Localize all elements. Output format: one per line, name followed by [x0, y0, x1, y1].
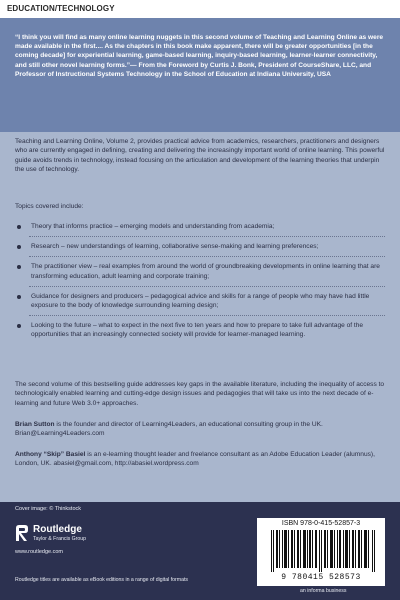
divider: [29, 286, 385, 287]
barcode-icon: [271, 530, 375, 572]
publisher-group: Taylor & Francis Group: [33, 536, 87, 542]
bullet-icon: [17, 225, 21, 229]
topics-list: [15, 222, 385, 345]
publisher-url: www.routledge.com: [15, 549, 63, 555]
category-label: EDUCATION/TECHNOLOGY: [7, 4, 115, 13]
author-bio-sutton: [15, 420, 385, 439]
divider: [29, 236, 385, 237]
author-bio: is the founder and director of Learning4Leaders, an educational consulting group in the UK. Brian@Learning4Leaders.com: [15, 421, 323, 438]
bullet-icon: [17, 245, 21, 249]
bullet-icon: [17, 295, 21, 299]
author-bio-basiel: [15, 450, 385, 469]
bullet-icon: [17, 265, 21, 269]
routledge-logo-icon: [15, 524, 29, 542]
closing-paragraph: The second volume of this bestselling guide addresses key gaps in the available literature, including the inequality of access to technologically enabled learning and cutting-edge design issues and pedagogies that will take us into the next decade of e-learning and future Web 3.0+ approaches.: [15, 381, 385, 407]
cover-credit: Cover image: © Thinkstock: [15, 506, 82, 512]
topics-heading: Topics covered include:: [15, 203, 84, 210]
isbn-label: ISBN 978-0-415-52857-3: [281, 520, 361, 527]
author-bio: is an e-learning thought leader and freelance consultant as an Adobe Education Leader (alumnus), London, UK. abasiel@gmail.com, http://abasiel.wordpress.com: [15, 451, 375, 468]
divider: [29, 256, 385, 257]
list-item: Guidance for designers and producers – pedagogical advice and skills for a range of people who may have had little exposure to the body of knowledge surrounding learning design;: [15, 292, 385, 310]
ebook-note: Routledge titles are available as eBook editions in a range of digital formats: [15, 577, 189, 583]
informa-tagline: an informa business: [300, 588, 347, 594]
divider: [29, 315, 385, 316]
list-item: Research – new understandings of learning, collaborative sense-making and learning preferences;: [15, 242, 385, 251]
author-name: Brian Sutton: [15, 421, 55, 428]
bullet-icon: [17, 324, 21, 328]
barcode-number: 9 780415 528573: [281, 573, 361, 582]
author-name: Anthony “Skip” Basiel: [15, 451, 86, 458]
routledge-logo: [15, 522, 135, 562]
category-band: [0, 0, 400, 18]
intro-paragraph: Teaching and Learning Online, Volume 2, provides practical advice from academics, researchers, practitioners and designers who are currently engaged in defining, creating and delivering the increasingly important world of online learning. This powerful guide avoids trends in technology, instead focusing on the articulation and development of the learning theories that underpin the use of technology.: [15, 138, 385, 174]
barcode-panel: [257, 518, 385, 586]
list-item: Theory that informs practice – emerging models and understanding from academia;: [15, 222, 385, 231]
list-item: The practitioner view – real examples from around the world of groundbreaking developments in online learning that are transforming education, adult learning and corporate training;: [15, 262, 385, 280]
publisher-name: Routledge: [33, 524, 82, 535]
list-item: Looking to the future – what to expect in the next five to ten years and how to prepare to take full advantage of the opportunities that an increasingly connected society will provide for learner-managed learning.: [15, 321, 385, 339]
foreword-quote: “I think you will find as many online learning nuggets in this second volume of Teaching and Learning Online as were made available in the first.... As the chapters in this book make apparent, there will be greater opportunities [in the coming decade] for experiential learning, game-based learning, inquiry-based learning, learner-learner connectivity, and still other novel learning forms.”— From the Foreword by Curtis J. Bonk, President of CourseShare, LLC, and Professor of Instructional Systems Technology in the School of Education at Indiana University, USA: [15, 34, 384, 78]
